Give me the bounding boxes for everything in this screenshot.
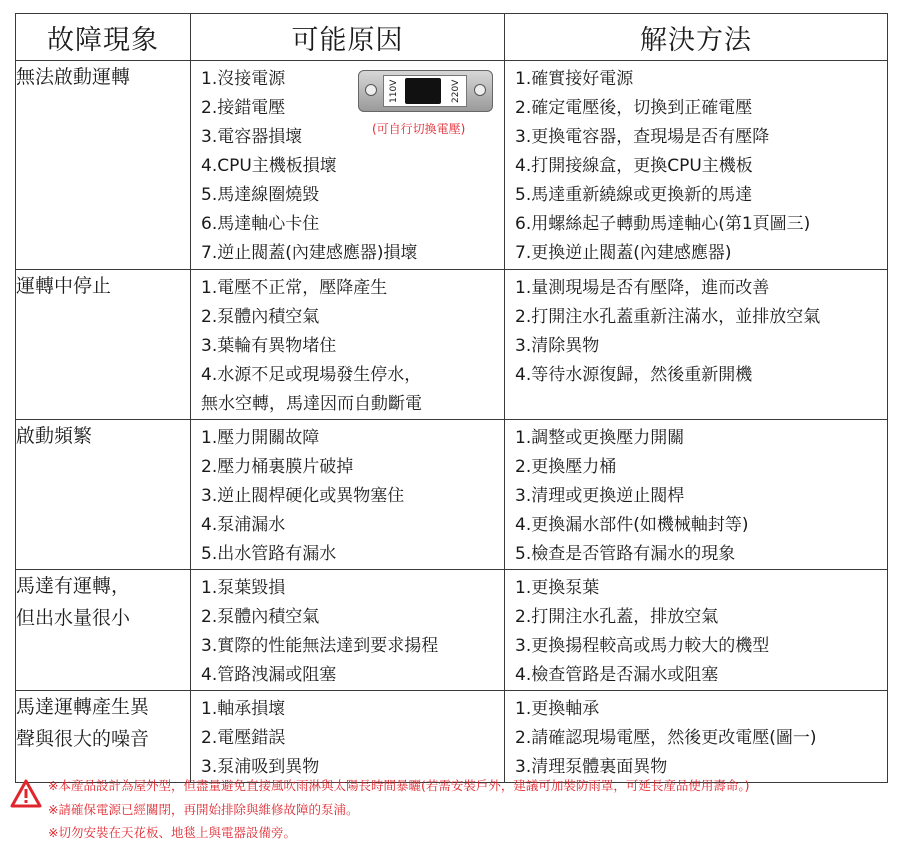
solution-line: 2.請確認現場電壓，然後更改電壓(圖一): [515, 728, 817, 748]
warning-note: ※請確保電源已經關閉，再開始排除與維修故障的泵浦。: [48, 801, 359, 817]
cause-line: 1.壓力開關故障: [201, 428, 320, 448]
switch-knob-icon: [405, 78, 441, 104]
table-row: [16, 570, 888, 691]
troubleshooting-table: [15, 13, 888, 783]
solution-line: 5.檢查是否管路有漏水的現象: [515, 544, 736, 564]
cause-cell: [191, 420, 505, 570]
table-row: [16, 61, 888, 270]
cause-line: 5.出水管路有漏水: [201, 544, 337, 564]
symptom-line: 馬達運轉產生異: [16, 696, 150, 718]
symptom-cell: [16, 570, 191, 691]
voltage-switch-icon: [358, 70, 493, 112]
header-cause: 可能原因: [191, 14, 505, 61]
symptom-line: 聲與很大的噪音: [16, 728, 150, 750]
switch-label-220v: 220V: [451, 79, 461, 103]
solution-line: 6.用螺絲起子轉動馬達軸心(第1頁圖三): [515, 214, 811, 234]
solution-line: 3.清除異物: [515, 336, 600, 356]
cause-line: 3.電容器損壞: [201, 127, 303, 147]
symptom-cell: [16, 691, 191, 783]
solution-cell: [505, 420, 888, 570]
solution-line: 1.更換軸承: [515, 699, 600, 719]
screw-icon: [365, 84, 377, 96]
table-row: [16, 270, 888, 420]
cause-line: 2.泵體內積空氣: [201, 607, 320, 627]
solution-cell: [505, 61, 888, 270]
cause-cell: [191, 691, 505, 783]
solution-line: 1.調整或更換壓力開關: [515, 428, 685, 448]
symptom-line: 無法啟動運轉: [16, 66, 131, 88]
solution-line: 3.更換揚程較高或馬力較大的機型: [515, 636, 770, 656]
cause-line: 1.軸承損壞: [201, 699, 286, 719]
cause-line: 6.馬達軸心卡住: [201, 214, 320, 234]
cause-line: 3.實際的性能無法達到要求揚程: [201, 636, 439, 656]
solution-line: 5.馬達重新繞線或更換新的馬達: [515, 185, 753, 205]
cause-line: 4.泵浦漏水: [201, 515, 286, 535]
warning-triangle-icon: [10, 779, 42, 808]
screw-icon: [474, 84, 486, 96]
solution-cell: [505, 270, 888, 420]
header-row: [16, 14, 888, 61]
header-solution: 解決方法: [505, 14, 888, 61]
solution-line: 4.檢查管路是否漏水或阻塞: [515, 665, 719, 685]
cause-line: 5.馬達線圈燒毀: [201, 185, 320, 205]
cause-line: 2.泵體內積空氣: [201, 307, 320, 327]
cause-line: 7.逆止閥蓋(內建感應器)損壞: [201, 243, 418, 263]
solution-cell: [505, 570, 888, 691]
solution-line: 4.打開接線盒，更換CPU主機板: [515, 156, 753, 176]
cause-cell: [191, 61, 505, 270]
solution-cell: [505, 691, 888, 783]
cause-cell: [191, 570, 505, 691]
solution-line: 3.清理或更換逆止閥桿: [515, 486, 685, 506]
cause-line: 2.接錯電壓: [201, 98, 286, 118]
symptom-line: 啟動頻繁: [16, 425, 93, 447]
cause-line: 3.泵浦吸到異物: [201, 757, 320, 777]
cause-line: 2.電壓錯誤: [201, 728, 286, 748]
symptom-cell: [16, 420, 191, 570]
solution-line: 4.等待水源復歸，然後重新開機: [515, 365, 753, 385]
symptom-cell: [16, 61, 191, 270]
warning-note: ※本產品設計為屋外型，但盡量避免直接風吹雨淋與太陽長時間暴曬(若需安裝戶外，建議可加裝防雨罩，可延長產品使用壽命。): [48, 778, 750, 793]
cause-line: 無水空轉，馬達因而自動斷電: [201, 394, 422, 414]
solution-line: 3.更換電容器，查現場是否有壓降: [515, 127, 770, 147]
solution-line: 2.確定電壓後，切換到正確電壓: [515, 98, 753, 118]
solution-line: 7.更換逆止閥蓋(內建感應器): [515, 243, 732, 263]
symptom-line: 但出水量很小: [16, 607, 131, 629]
cause-line: 1.電壓不正常，壓降產生: [201, 278, 388, 298]
warning-notes: [48, 774, 749, 845]
solution-line: 3.清理泵體裏面異物: [515, 757, 668, 777]
symptom-cell: [16, 270, 191, 420]
warning-note: ※切勿安裝在天花板、地毯上與電器設備旁。: [48, 825, 296, 840]
cause-line: 1.沒接電源: [201, 69, 286, 89]
cause-line: 3.葉輪有異物堵住: [201, 336, 337, 356]
cause-cell: [191, 270, 505, 420]
solution-line: 2.打開注水孔蓋重新注滿水，並排放空氣: [515, 307, 821, 327]
cause-line: 1.泵葉毀損: [201, 578, 286, 598]
cause-line: 4.CPU主機板損壞: [201, 156, 337, 176]
solution-line: 4.更換漏水部件(如機械軸封等): [515, 515, 749, 535]
solution-line: 2.更換壓力桶: [515, 457, 617, 477]
cause-line: 4.水源不足或現場發生停水，: [201, 365, 422, 385]
solution-line: 1.確實接好電源: [515, 69, 634, 89]
switch-label-110v: 110V: [389, 79, 399, 103]
table-row: [16, 691, 888, 783]
cause-line: 2.壓力桶裏膜片破掉: [201, 457, 354, 477]
cause-line: 3.逆止閥桿硬化或異物塞住: [201, 486, 405, 506]
cause-line: 4.管路洩漏或阻塞: [201, 665, 337, 685]
switch-note: (可自行切換電壓): [372, 122, 466, 136]
solution-line: 1.量測現場是否有壓降，進而改善: [515, 278, 770, 298]
solution-line: 2.打開注水孔蓋，排放空氣: [515, 607, 719, 627]
symptom-line: 運轉中停止: [16, 275, 112, 297]
symptom-line: 馬達有運轉，: [16, 575, 131, 597]
switch-plate: [383, 75, 467, 107]
solution-line: 1.更換泵葉: [515, 578, 600, 598]
header-symptom: 故障現象: [16, 14, 191, 61]
table-row: [16, 420, 888, 570]
